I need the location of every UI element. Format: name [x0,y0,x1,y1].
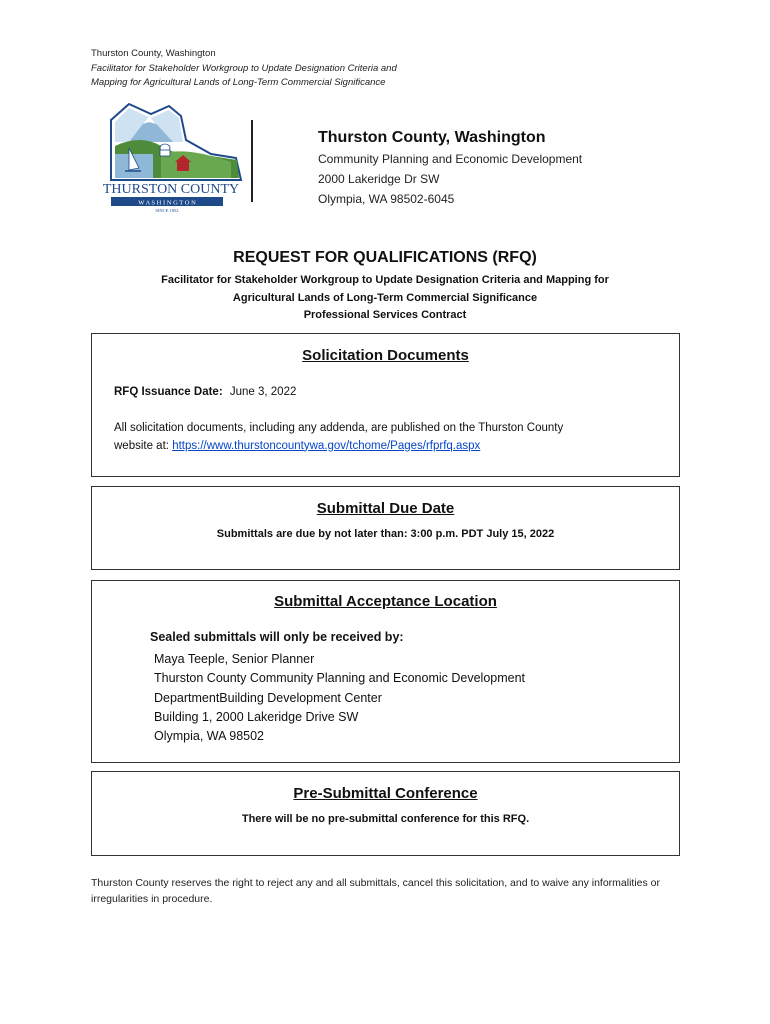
issuance-value: June 3, 2022 [229,386,297,398]
location-title: Submittal Acceptance Location [274,593,497,610]
dept-name: Community Planning and Economic Development [318,152,583,166]
location-line: Olympia, WA 98502 [154,729,265,744]
solicitation-title: Solicitation Documents [302,347,469,364]
rfq-subtitle-line-1: Facilitator for Stakeholder Workgroup to Update Designation Criteria and Mapping for [161,274,609,286]
issuance-label: RFQ Issuance Date: [114,386,223,398]
header-project-line-1: Facilitator for Stakeholder Workgroup to Update Designation Criteria and [91,62,397,74]
conference-text: There will be no pre-submittal conference for this RFQ. [241,813,530,825]
solicitation-documents-box [91,333,680,477]
location-line: Maya Teeple, Senior Planner [154,652,315,666]
header-project-line-2: Mapping for Agricultural Lands of Long-Term Commercial Significance [91,77,386,88]
pre-submittal-conference-box [91,771,680,856]
rfq-subtitle [0,272,770,325]
solicitation-url-link[interactable]: https://www.thurstoncountywa.gov/tchome/Pages/rfprfq.aspx [172,439,481,452]
address-block [318,127,582,209]
logo-name: THURSTON COUNTY [102,182,240,197]
rfq-title: REQUEST FOR QUALIFICATIONS (RFQ) [233,249,537,266]
street-address: 2000 Lakeridge Dr SW [318,172,440,186]
county-seal-icon [91,102,251,214]
conference-title: Pre-Submittal Conference [293,785,478,802]
location-address [154,650,525,746]
solicitation-desc-prefix: website at: [114,439,169,452]
location-line: Building 1, 2000 Lakeridge Drive SW [154,709,359,724]
solicitation-desc-line: All solicitation documents, including any addenda, are published on the Thurston County [114,422,564,434]
running-header [91,47,397,91]
location-line: Thurston County Community Planning and Economic Development [154,671,526,686]
solicitation-description [114,420,654,455]
header-county: Thurston County, Washington [91,48,216,59]
due-date-text: Submittals are due by not later than: 3:00 p.m. PDT July 15, 2022 [216,528,555,540]
thurston-county-logo [91,102,251,214]
org-name: Thurston County, Washington [318,129,546,146]
logo-state: W A S H I N G T O N [138,199,196,207]
location-lead: Sealed submittals will only be received by: [150,630,404,644]
footer-note: Thurston County reserves the right to reject any and all submittals, cancel this solicitation, and to waive any informalities or irregularities in procedure. [91,877,661,905]
location-line: DepartmentBuilding Development Center [154,690,382,705]
rfq-subtitle-line-3: Professional Services Contract [303,309,467,321]
header-divider [251,120,253,202]
issuance-date [114,386,296,398]
rfq-subtitle-line-2: Agricultural Lands of Long-Term Commercial Significance [232,291,538,304]
due-date-title: Submittal Due Date [316,500,455,517]
submittal-location-box [91,580,680,763]
city-address: Olympia, WA 98502-6045 [318,192,455,206]
logo-since: SINCE 1852 [155,208,179,213]
submittal-due-date-box [91,486,680,570]
